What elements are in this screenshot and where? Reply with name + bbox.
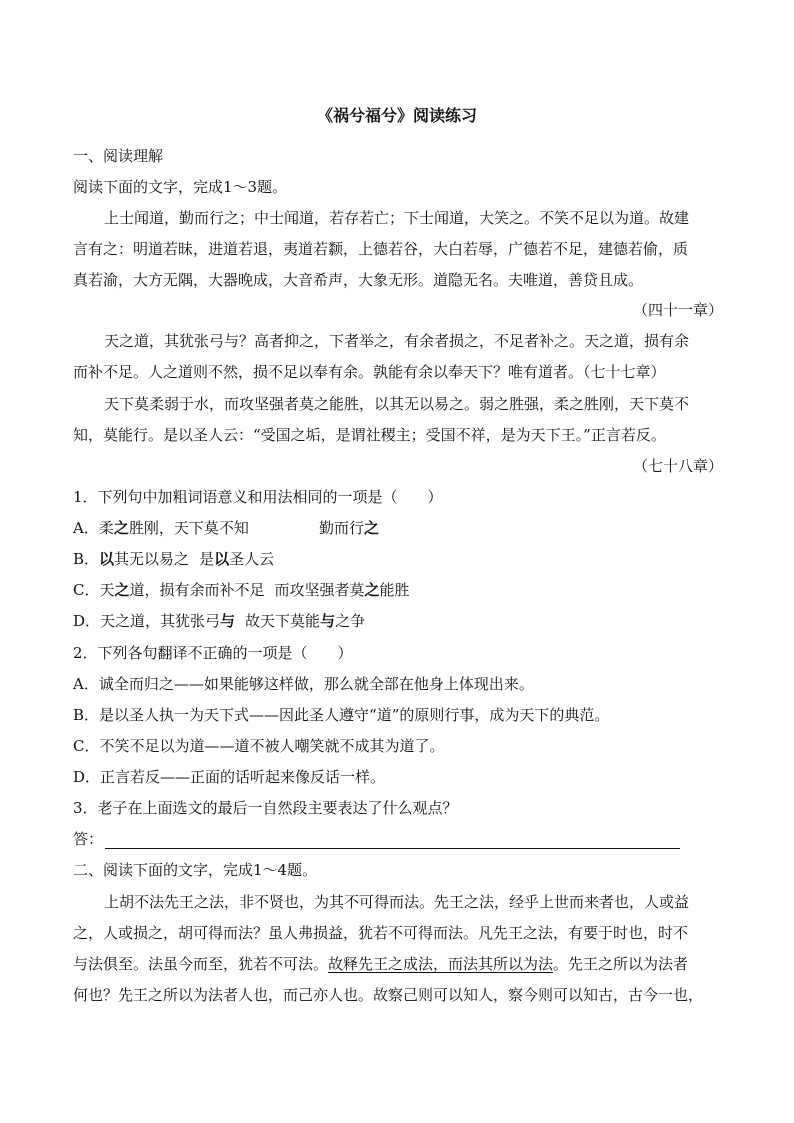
q1-option-a: [73, 518, 723, 538]
passage2-line1: 天之道，其犹张弓与？高者抑之，下者举之，有余者损之，不足者补之。天之道，损有余: [104, 332, 690, 350]
passage1-line1: 上士闻道，勤而行之；中士闻道，若存若亡；下士闻道，大笑之。不笑不足以为道。故建: [104, 209, 690, 227]
section2-line3-post: 。先王之所以为法者: [553, 955, 689, 973]
q2-stem: 2．下列各句翻译不正确的一项是（ ）: [73, 644, 353, 662]
passage3-line2: 知，莫能行。是以圣人云：“受国之垢，是谓社稷主；受国不祥，是为天下王。”正言若反。: [73, 426, 666, 444]
page-title: 《祸兮福兮》阅读练习: [316, 106, 477, 125]
q1-c-right-post: 能胜: [379, 581, 410, 599]
q3-answer-row: [73, 829, 723, 849]
q1-stem: 1．下列句中加粗词语意义和用法相同的一项是（ ）: [73, 488, 443, 506]
passage3-source: （七十八章）: [632, 457, 723, 475]
q1-b-text-mid: 其无以易之: [114, 550, 190, 568]
passage1-line2: 言有之：明道若昧，进道若退，夷道若颣，上德若谷，大白若辱，广德若不足，建德若偷，质: [73, 240, 689, 258]
q1-b-right-bold: 以: [214, 550, 230, 568]
passage2-line2: 而补不足。人之道则不然，损不足以奉有余。孰能有余以奉天下？唯有道者。（七十七章）: [73, 363, 666, 381]
q1-option-c: [73, 580, 723, 600]
q1-c-right-pre: 而攻坚强者莫: [274, 581, 365, 599]
section2-line3: [73, 954, 723, 974]
q1-b-bold: 以: [99, 550, 115, 568]
q1-a-right: [319, 518, 379, 538]
section1-heading: 一、阅读理解: [73, 147, 164, 165]
q2-option-b: B．是以圣人执一为天下式——因此圣人遵守“道”的原则行事，成为天下的典范。: [73, 706, 610, 724]
q2-option-c: C．不笑不足以为道——道不被人嘲笑就不成其为道了。: [73, 737, 445, 755]
q1-c-bold: 之: [114, 581, 130, 599]
q1-c-right-bold: 之: [364, 581, 380, 599]
q1-d-right-pre: 故天下莫能: [245, 612, 321, 630]
q1-a-text-mid: 胜刚，天下莫不知: [128, 519, 249, 537]
section1-instruction: 阅读下面的文字，完成1～3题。: [73, 178, 288, 196]
q1-d-text-pre: D．天之道，其犹张弓: [73, 612, 221, 630]
section2-line4: 何也？先王之所以为法者人也，而己亦人也。故察己则可以知人，察今则可以知古，古今一也，: [73, 986, 704, 1004]
passage1-line3: 真若渝，大方无隅，大器晚成，大音希声，大象无形。道隐无名。夫唯道，善贷且成。: [73, 271, 644, 289]
passage1-source: （四十一章）: [632, 301, 723, 319]
q1-d-bold: 与: [220, 612, 236, 630]
q1-c-text-mid: 道，损有余而补不足: [129, 581, 265, 599]
q1-b-text-pre: B．: [73, 550, 100, 568]
q1-b-right-post: 圣人云: [229, 550, 275, 568]
section2-line2: 之，人或损之，胡可得而法？虽人弗损益，犹若不可得而法。凡先王之法，有要于时也，时不: [73, 924, 689, 942]
section2-heading: 二、阅读下面的文字，完成1～4题。: [73, 861, 318, 879]
q1-b-right-pre: 是: [199, 550, 215, 568]
q2-option-a: A．诚全而归之——如果能够这样做，那么就全部在他身上体现出来。: [73, 675, 534, 693]
q1-option-b: [73, 549, 723, 569]
q1-option-d: [73, 611, 723, 631]
section2-line3-pre: 与法俱至。法虽今而至，犹若不可法。: [73, 955, 329, 973]
q1-d-right-post: 之争: [335, 612, 366, 630]
q1-c-text-pre: C．天: [73, 581, 115, 599]
q1-a-right-pre: 勤而行: [319, 519, 365, 537]
q1-a-right-bold: 之: [364, 519, 380, 537]
q1-d-right-bold: 与: [320, 612, 336, 630]
section2-line1: 上胡不法先王之法，非不贤也，为其不可得而法。先王之法，经乎上世而来者也，人或益: [104, 893, 690, 911]
q3-answer-blank[interactable]: [105, 834, 680, 849]
q2-option-d: D．正言若反——正面的话听起来像反话一样。: [73, 768, 386, 786]
passage3-line1: 天下莫柔弱于水，而攻坚强者莫之能胜，以其无以易之。弱之胜强，柔之胜刚，天下莫不: [104, 395, 690, 413]
q3-answer-label: 答：: [73, 830, 104, 848]
q3-stem: 3．老子在上面选文的最后一自然段主要表达了什么观点？: [73, 799, 458, 817]
q1-a-bold: 之: [113, 519, 129, 537]
q1-a-text-pre: A．柔: [73, 519, 114, 537]
section2-underlined-sentence: 故释先王之成法，而法其所以为法: [328, 955, 554, 973]
